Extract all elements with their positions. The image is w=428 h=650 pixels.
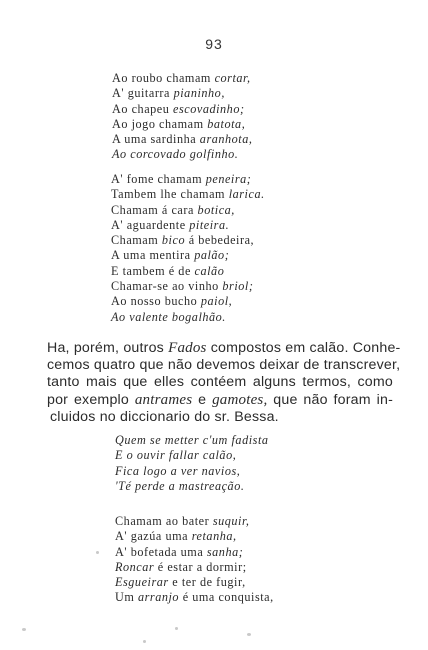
verse-line: Chamam á cara botica, bbox=[111, 202, 235, 217]
paper-speck bbox=[247, 633, 251, 636]
verse-line: Chamam ao bater suquir, bbox=[115, 514, 250, 528]
verse-line: E o ouvir fallar calão, bbox=[115, 448, 237, 463]
verse-line: A' bofetada uma sanha; bbox=[115, 544, 244, 559]
verse-line: Ao roubo chamam cortar, bbox=[112, 71, 251, 85]
prose-line: tanto mais que elles contéem alguns termos, como bbox=[47, 374, 393, 391]
verse-line: Esgueirar e ter de fugir, bbox=[115, 575, 246, 590]
prose-line: cemos quatro que não devemos deixar de transcrever, bbox=[47, 357, 401, 374]
verse-line: Ao jogo chamam batota, bbox=[112, 116, 246, 131]
paper-speck bbox=[22, 628, 26, 631]
verse-line: Ao chapeu escovadinho; bbox=[112, 101, 245, 116]
paper-speck bbox=[96, 551, 99, 554]
paper-speck bbox=[143, 640, 146, 643]
verse-line: A' aguardente piteira. bbox=[111, 217, 230, 232]
verse-line: A' fome chamam peneira; bbox=[111, 172, 252, 186]
verse-stanza bbox=[111, 172, 265, 325]
prose-line: Ha, porém, outros Fados compostos em calão. Conhe- bbox=[47, 340, 401, 356]
prose-paragraph bbox=[47, 340, 401, 426]
verse-line: Ao valente bogalhão. bbox=[111, 309, 226, 324]
verse-line: Fica logo a ver navios, bbox=[115, 463, 241, 478]
page-number: 93 bbox=[205, 36, 223, 52]
verse-line: 'Té perde a mastreação. bbox=[115, 478, 245, 493]
verse-line: Um arranjo é uma conquista, bbox=[115, 590, 274, 605]
verse-line: A uma mentira palão; bbox=[111, 248, 230, 263]
verse-line: Ao corcovado golfinho. bbox=[112, 147, 239, 162]
prose-line: cluidos no diccionario do sr. Bessa. bbox=[50, 408, 279, 425]
verse-line: Quem se metter c'um fadista bbox=[115, 433, 269, 447]
verse-line: Tambem lhe chamam larica. bbox=[111, 187, 265, 202]
verse-stanza bbox=[115, 514, 274, 606]
prose-line: por exemplo antrames e gamotes, que não foram in- bbox=[47, 391, 394, 408]
paper-speck bbox=[175, 627, 178, 630]
verse-stanza bbox=[115, 433, 269, 494]
verse-line: E tambem é de calão bbox=[111, 263, 225, 278]
verse-line: Roncar é estar a dormir; bbox=[115, 559, 247, 574]
verse-line: A' gazúa uma retanha, bbox=[115, 529, 237, 544]
verse-stanza bbox=[112, 71, 253, 163]
verse-line: Chamar-se ao vinho briol; bbox=[111, 279, 254, 294]
verse-line: Ao nosso bucho paiol, bbox=[111, 294, 233, 309]
verse-line: A' guitarra pianinho, bbox=[112, 86, 225, 101]
verse-line: Chamam bico á bebedeira, bbox=[111, 233, 255, 248]
verse-line: A uma sardinha aranhota, bbox=[112, 132, 253, 147]
